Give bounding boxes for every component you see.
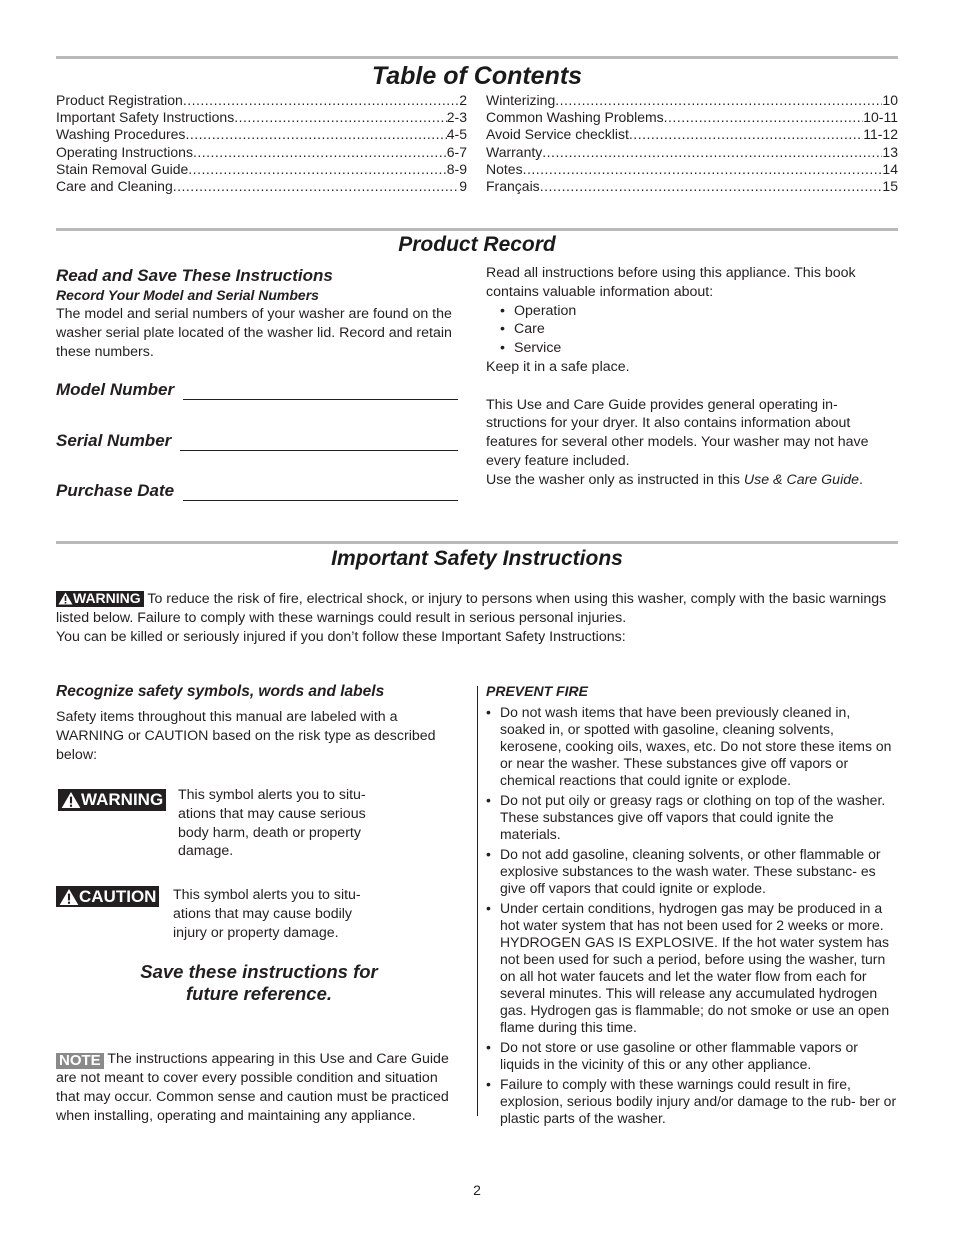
note-paragraph — [56, 1050, 464, 1126]
note-badge — [56, 1053, 104, 1069]
warning-triangle-icon — [59, 888, 79, 906]
toc-entry[interactable] — [56, 109, 467, 126]
use-only-text — [486, 471, 898, 490]
toc-entry[interactable] — [56, 178, 467, 195]
serial-number-blank-line[interactable] — [180, 436, 458, 451]
toc-entry-page: 13 — [882, 144, 898, 160]
save-instructions-note — [56, 961, 462, 1005]
toc-entry-title: Product Registration — [56, 92, 183, 108]
serial-number-label: Serial Number — [56, 431, 172, 450]
toc-entry-title: Common Washing Problems — [486, 109, 664, 125]
toc-entry-page: 2-3 — [446, 109, 467, 125]
safety-rule — [56, 541, 898, 544]
toc-entry-title: Washing Procedures — [56, 126, 186, 142]
product-record-rule — [56, 228, 898, 231]
page-number: 2 — [473, 1182, 481, 1198]
caution-badge — [56, 886, 159, 907]
serial-number-field[interactable] — [56, 431, 458, 451]
warning-badge — [58, 789, 166, 811]
toc-leader-dots — [234, 109, 447, 126]
toc-entry[interactable] — [56, 161, 467, 178]
list-item: • Do not add gasoline, cleaning solvents, or other flammable or explosive substances to the wash water. These substanc- es give off vapors that could ignite or explode. — [486, 846, 898, 897]
recognize-body: Safety items throughout this manual are labeled with a WARNING or CAUTION based on the risk type as described below: — [56, 709, 436, 763]
record-numbers-heading: Record Your Model and Serial Numbers — [56, 287, 319, 303]
toc-leader-dots — [523, 161, 883, 178]
save-line-2: future reference. — [186, 983, 332, 1004]
caution-badge-label: CAUTION — [79, 886, 157, 906]
safety-intro — [56, 590, 898, 646]
purchase-date-field[interactable] — [56, 481, 458, 501]
toc-entry[interactable] — [486, 144, 898, 161]
model-number-field[interactable] — [56, 380, 458, 400]
toc-entry[interactable] — [486, 109, 898, 126]
toc-leader-dots — [555, 92, 882, 109]
save-line-1: Save these instructions for — [140, 961, 378, 982]
toc-entry[interactable] — [56, 92, 467, 109]
toc-entry-page: 2 — [459, 92, 467, 108]
toc-entry-title: Warranty — [486, 144, 543, 160]
product-record-right-column — [486, 264, 898, 490]
warning-badge-label: WARNING — [81, 790, 164, 809]
toc-entry-page: 4-5 — [446, 126, 467, 142]
keep-safe-text: Keep it in a safe place. — [486, 358, 630, 375]
safety-intro-text: To reduce the risk of fire, electrical shock, or injury to persons when using this washer, comply with the basic warnings listed below. Failure to comply with these warnings could result in serious personal injuries. — [56, 591, 887, 626]
toc-leader-dots — [183, 92, 459, 109]
list-item: • Do not wash items that have been previously cleaned in, soaked in, or spotted with gasoline, cleaning solvents, kerosene, cooking oils, waxes, etc. Do not store these items on or near the washer. These substances give off vapors or chemical reactions that could ignite or explode. — [486, 704, 898, 789]
toc-leader-dots — [185, 126, 446, 143]
toc-title: Table of Contents — [371, 62, 583, 90]
warning-triangle-icon — [58, 592, 73, 605]
warning-badge-label: WARNING — [73, 590, 141, 607]
list-item: • Failure to comply with these warnings could result in fire, explosion, serious bodily injury and/or damage to the rub- ber or plastic parts of the washer. — [486, 1076, 898, 1127]
toc-leader-dots — [188, 161, 446, 178]
warning-badge — [56, 591, 144, 607]
toc-leader-dots — [173, 178, 459, 195]
note-badge-label: NOTE — [59, 1052, 101, 1069]
prevent-fire-list — [486, 704, 898, 1127]
toc-entry[interactable] — [56, 126, 467, 143]
toc-entry-title: Stain Removal Guide — [56, 161, 189, 177]
use-care-guide-title: Use & Care Guide — [743, 471, 860, 488]
toc-entry-title: Avoid Service checklist — [486, 126, 629, 142]
toc-leader-dots — [664, 109, 864, 126]
toc-leader-dots — [540, 178, 883, 195]
column-divider — [477, 686, 478, 1116]
model-number-blank-line[interactable] — [183, 385, 458, 400]
toc-leader-dots — [542, 144, 882, 161]
read-instructions-text: Read all instructions before using this appliance. This book contains valuable information about: — [486, 265, 856, 300]
list-item: • Under certain conditions, hydrogen gas may be produced in a hot water system that has not been used for 2 weeks or more. HYDROGEN GAS IS EXPLOSIVE. If the hot water system has not been used for such a period, before using the washer, turn on all hot water faucets and let the water flow from each for several minutes. This will release any accumulated hydrogen gas. Hydrogen gas is flammable; do not smoke or use an open flame during this time. — [486, 900, 898, 1036]
list-item: • Service — [500, 339, 898, 358]
prevent-fire-list-container — [486, 704, 898, 1130]
purchase-date-label: Purchase Date — [56, 481, 175, 500]
toc-entry-page: 14 — [882, 161, 898, 177]
toc-entry[interactable] — [56, 144, 467, 161]
caution-description: This symbol alerts you to situ- ations that may cause bodily injury or property damage. — [173, 887, 361, 941]
record-body-text: The model and serial numbers of your washer are found on the washer serial plate located of the washer lid. Record and retain these numbers. — [56, 306, 452, 360]
use-only-prefix: Use the washer only as instructed in this — [486, 471, 744, 488]
recognize-heading: Recognize safety symbols, words and labels — [56, 683, 385, 700]
warning-triangle-icon — [61, 791, 81, 809]
list-item: • Operation — [500, 302, 898, 321]
toc-entry[interactable] — [486, 92, 898, 109]
toc-entry[interactable] — [486, 178, 898, 195]
warning-description: This symbol alerts you to situ- ations that may cause serious body harm, death or property damage. — [178, 787, 366, 860]
toc-entry[interactable] — [486, 161, 898, 178]
prevent-fire-heading: PREVENT FIRE — [486, 683, 588, 699]
use-only-suffix: . — [859, 471, 863, 488]
note-text: The instructions appearing in this Use and Care Guide are not meant to cover every possible condition and situation that may occur. Common sense and caution must be practiced when installing, operating and maintaining any appliance. — [56, 1051, 449, 1124]
safety-intro-paragraph — [56, 590, 898, 628]
read-save-heading: Read and Save These Instructions — [56, 266, 333, 285]
info-list — [500, 302, 898, 358]
toc-entry-title: Notes — [486, 161, 523, 177]
toc-entry-page: 10 — [882, 92, 898, 108]
safety-title: Important Safety Instructions — [331, 547, 623, 570]
toc-entry[interactable] — [486, 126, 898, 143]
toc-entry-title: Operating Instructions — [56, 144, 193, 160]
toc-entry-page: 8-9 — [446, 161, 467, 177]
toc-entry-page: 11-12 — [863, 126, 898, 142]
toc-entry-page: 9 — [459, 178, 467, 194]
toc-entry-title: Important Safety Instructions — [56, 109, 235, 125]
toc-entry-title: Care and Cleaning — [56, 178, 173, 194]
list-item: • Do not store or use gasoline or other flammable vapors or liquids in the vicinity of this or any other appliance. — [486, 1039, 898, 1073]
toc-entry-title: Français — [486, 178, 540, 194]
toc-leader-dots — [193, 144, 447, 161]
model-number-label: Model Number — [56, 380, 175, 399]
toc-top-rule — [56, 56, 898, 59]
list-item: • Do not put oily or greasy rags or clothing on top of the washer. These substances give off vapors that could ignite the materials. — [486, 792, 898, 843]
toc-entry-title: Winterizing — [486, 92, 556, 108]
purchase-date-blank-line[interactable] — [183, 486, 458, 501]
toc-entry-page: 6-7 — [446, 144, 467, 160]
toc-entry-page: 15 — [882, 178, 898, 194]
guide-description-text: This Use and Care Guide provides general operating in- structions for your dryer. It also contains information about features for several other models. Your washer may not have every feature included. — [486, 396, 869, 469]
safety-intro-line2: You can be killed or seriously injured if you don’t follow these Important Safety Instructions: — [56, 628, 626, 645]
list-item: • Care — [500, 320, 898, 339]
product-record-title: Product Record — [398, 233, 556, 256]
toc-leader-dots — [629, 126, 863, 143]
toc-entry-page: 10-11 — [863, 109, 898, 125]
